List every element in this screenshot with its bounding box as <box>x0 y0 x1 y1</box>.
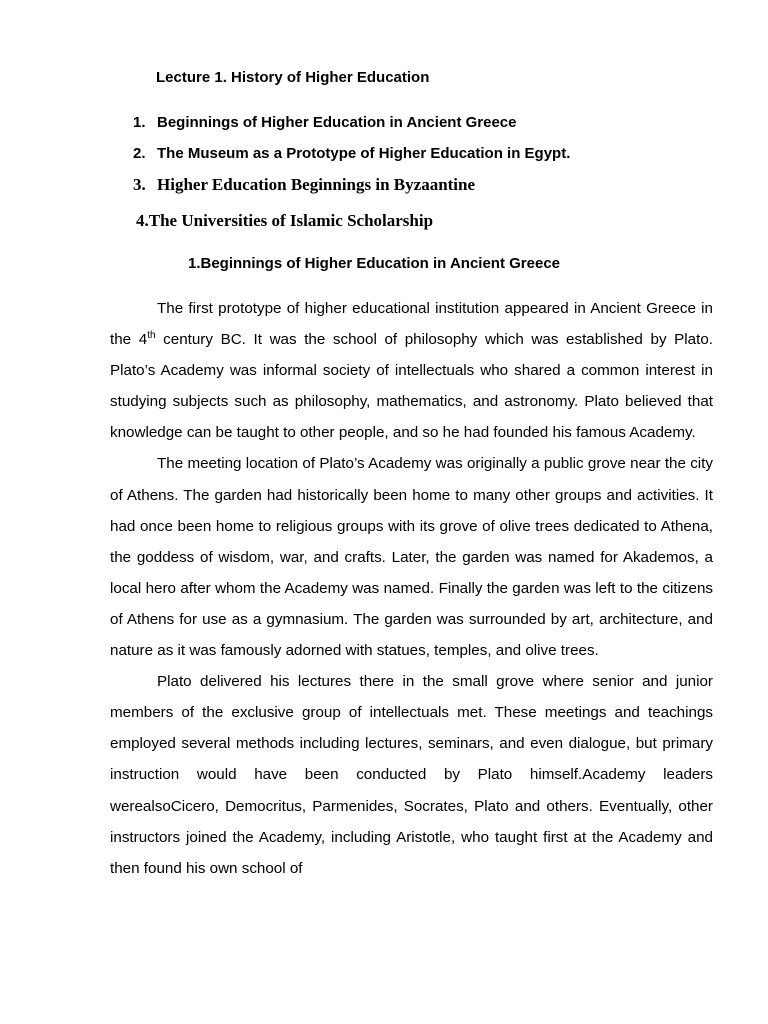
toc-item-number: 1. <box>133 114 146 131</box>
toc-item-number: 4. <box>136 211 149 230</box>
toc-item-3 <box>133 175 475 195</box>
toc-item-4 <box>136 211 433 231</box>
paragraph: Plato delivered his lectures there in the small grove where senior and junior members of the exclusive group of intellectuals met. These meetings and teachings employed several methods including lectures, seminars, and even dialogue, but primary instruction would have been conducted by Plato himself.Academy leaders werealsoCicero, Democritus, Parmenides, Socrates, Plato and others. Eventually, other instructors joined the Academy, including Aristotle, who taught first at the Academy and then found his own school of <box>110 673 713 877</box>
body-text <box>110 293 713 884</box>
toc-item-number: 2. <box>133 145 146 162</box>
paragraph <box>110 293 713 448</box>
toc-item-2 <box>133 145 570 162</box>
paragraph-text: The first prototype of higher educational institution appeared in Ancient Greece in the 4 <box>110 300 713 349</box>
toc-item-text: Higher Education Beginnings in Byzaantine <box>157 175 476 194</box>
paragraph: The meeting location of Plato’s Academy was originally a public grove near the city of Athens. The garden had historically been home to many other groups and activities. It had once been home to religious groups with its grove of olive trees dedicated to Athena, the goddess of wisdom, war, and crafts. Later, the garden was named for Akademos, a local hero after whom the Academy was named. Finally the garden was left to the citizens of Athens for use as a gymnasium. The garden was surrounded by art, architecture, and nature as it was famously adorned with statues, temples, and olive trees. <box>110 455 713 660</box>
toc-item-text: The Universities of Islamic Scholarship <box>148 211 434 230</box>
lecture-title: Lecture 1. History of Higher Education <box>156 69 430 86</box>
paragraph-text: century BC. It was the school of philosophy which was established by Plato. Plato’s Academy was informal society of intellectuals who shared a common interest in studying subjects such as philosophy, mathematics, and astronomy. Plato believed that knowledge can be taught to other people, and so he had founded his famous Academy. <box>110 331 713 442</box>
section-heading: 1.Beginnings of Higher Education in Ancient Greece <box>188 255 560 272</box>
toc-item-text: The Museum as a Prototype of Higher Education in Egypt. <box>157 145 571 162</box>
toc-item-number: 3. <box>133 175 146 194</box>
toc-item-text: Beginnings of Higher Education in Ancient Greece <box>157 114 517 131</box>
toc-item-1 <box>133 114 517 131</box>
superscript: th <box>147 330 156 342</box>
